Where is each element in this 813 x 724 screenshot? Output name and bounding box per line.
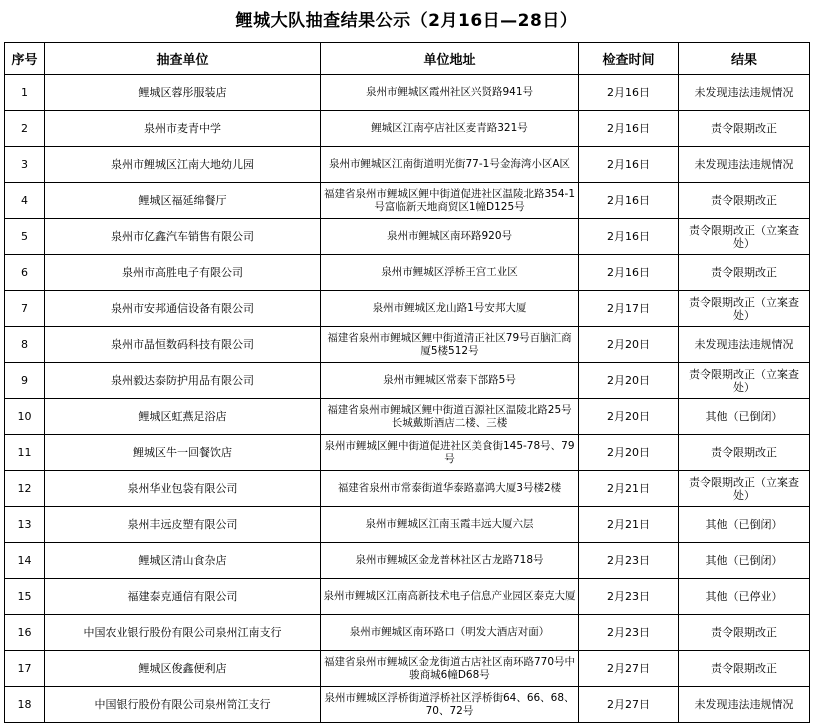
unit-name: 中国农业银行股份有限公司泉州江南支行 — [45, 615, 321, 651]
unit-name: 鲤城区清山食杂店 — [45, 543, 321, 579]
check-date: 2月23日 — [579, 543, 679, 579]
unit-address: 泉州市鲤城区金龙普林社区古龙路718号 — [321, 543, 579, 579]
table-row — [5, 111, 810, 147]
unit-address: 泉州市鲤城区江南高新技术电子信息产业园区泰克大厦 — [321, 579, 579, 615]
unit-name: 泉州市鲤城区江南大地幼儿园 — [45, 147, 321, 183]
row-number: 13 — [5, 507, 45, 543]
unit-address: 泉州市鲤城区常泰下部路5号 — [321, 363, 579, 399]
unit-name: 泉州华业包袋有限公司 — [45, 471, 321, 507]
check-result: 责令限期改正 — [679, 111, 810, 147]
check-date: 2月16日 — [579, 75, 679, 111]
table-row — [5, 327, 810, 363]
unit-address: 福建省泉州市鲤城区鲤中街道促进社区温陵北路354-1号富临新天地商贸区1幢D125号 — [321, 183, 579, 219]
unit-address: 泉州市鲤城区霞州社区兴贤路941号 — [321, 75, 579, 111]
sheet-title: 鲤城大队抽查结果公示（2月16日—28日） — [235, 11, 578, 31]
table-row — [5, 75, 810, 111]
row-number: 18 — [5, 687, 45, 723]
table-row — [5, 147, 810, 183]
table-row — [5, 579, 810, 615]
check-result: 其他（已倒闭） — [679, 507, 810, 543]
check-result: 责令限期改正（立案查处） — [679, 471, 810, 507]
row-number: 2 — [5, 111, 45, 147]
check-result: 未发现违法违规情况 — [679, 147, 810, 183]
unit-name: 中国银行股份有限公司泉州笥江支行 — [45, 687, 321, 723]
check-date: 2月27日 — [579, 687, 679, 723]
unit-name: 鲤城区牛一回餐饮店 — [45, 435, 321, 471]
check-date: 2月23日 — [579, 615, 679, 651]
unit-name: 泉州市麦青中学 — [45, 111, 321, 147]
unit-address: 泉州市鲤城区浮桥王宫工业区 — [321, 255, 579, 291]
unit-name: 泉州毅达泰防护用品有限公司 — [45, 363, 321, 399]
check-result: 责令限期改正 — [679, 615, 810, 651]
check-result: 其他（已倒闭） — [679, 399, 810, 435]
check-result: 其他（已停业） — [679, 579, 810, 615]
unit-address: 福建省泉州市鲤城区鲤中街道百源社区温陵北路25号长城戴斯酒店二楼、三楼 — [321, 399, 579, 435]
check-result: 责令限期改正 — [679, 651, 810, 687]
unit-name: 泉州市亿鑫汽车销售有限公司 — [45, 219, 321, 255]
row-number: 7 — [5, 291, 45, 327]
table-row — [5, 507, 810, 543]
unit-address: 泉州市鲤城区南环路口（明发大酒店对面） — [321, 615, 579, 651]
check-date: 2月16日 — [579, 183, 679, 219]
check-date: 2月16日 — [579, 111, 679, 147]
table-row — [5, 363, 810, 399]
table-row — [5, 255, 810, 291]
check-result: 未发现违法违规情况 — [679, 687, 810, 723]
header-row — [5, 43, 810, 75]
unit-name: 泉州丰远皮塑有限公司 — [45, 507, 321, 543]
row-number: 10 — [5, 399, 45, 435]
row-number: 11 — [5, 435, 45, 471]
row-number: 12 — [5, 471, 45, 507]
header-date: 检查时间 — [579, 43, 679, 75]
unit-address: 泉州市鲤城区江南玉霞丰远大厦六层 — [321, 507, 579, 543]
table-row — [5, 471, 810, 507]
check-date: 2月23日 — [579, 579, 679, 615]
check-date: 2月20日 — [579, 363, 679, 399]
row-number: 4 — [5, 183, 45, 219]
table-row — [5, 651, 810, 687]
row-number: 17 — [5, 651, 45, 687]
unit-name: 福建泰克通信有限公司 — [45, 579, 321, 615]
check-result: 责令限期改正 — [679, 435, 810, 471]
table-row — [5, 291, 810, 327]
check-date: 2月16日 — [579, 219, 679, 255]
table-row — [5, 687, 810, 723]
unit-address: 泉州市鲤城区浮桥街道浮桥社区浮桥街64、66、68、70、72号 — [321, 687, 579, 723]
row-number: 5 — [5, 219, 45, 255]
row-number: 6 — [5, 255, 45, 291]
header-address: 单位地址 — [321, 43, 579, 75]
unit-name: 鲤城区福延绵餐厅 — [45, 183, 321, 219]
check-date: 2月16日 — [579, 147, 679, 183]
unit-name: 鲤城区虹燕足浴店 — [45, 399, 321, 435]
unit-address: 福建省泉州市鲤城区金龙街道古店社区南环路770号中骏商城6幢D68号 — [321, 651, 579, 687]
unit-name: 泉州市高胜电子有限公司 — [45, 255, 321, 291]
table-row — [5, 399, 810, 435]
unit-address: 福建省泉州市常泰街道华泰路嘉鸿大厦3号楼2楼 — [321, 471, 579, 507]
row-number: 8 — [5, 327, 45, 363]
check-date: 2月21日 — [579, 507, 679, 543]
unit-name: 泉州市晶恒数码科技有限公司 — [45, 327, 321, 363]
check-result: 未发现违法违规情况 — [679, 75, 810, 111]
check-date: 2月20日 — [579, 327, 679, 363]
unit-address: 鲤城区江南亭店社区麦青路321号 — [321, 111, 579, 147]
check-result: 责令限期改正（立案查处） — [679, 363, 810, 399]
row-number: 16 — [5, 615, 45, 651]
table-row — [5, 219, 810, 255]
unit-address: 泉州市鲤城区龙山路1号安邦大厦 — [321, 291, 579, 327]
row-number: 15 — [5, 579, 45, 615]
unit-name: 泉州市安邦通信设备有限公司 — [45, 291, 321, 327]
check-result: 未发现违法违规情况 — [679, 327, 810, 363]
row-number: 1 — [5, 75, 45, 111]
header-result: 结果 — [679, 43, 810, 75]
row-number: 3 — [5, 147, 45, 183]
unit-address: 福建省泉州市鲤城区鲤中街道清正社区79号百脑汇商厦5楼512号 — [321, 327, 579, 363]
result-table — [4, 42, 810, 723]
unit-address: 泉州市鲤城区南环路920号 — [321, 219, 579, 255]
check-date: 2月17日 — [579, 291, 679, 327]
header-no: 序号 — [5, 43, 45, 75]
check-result: 责令限期改正（立案查处） — [679, 291, 810, 327]
row-number: 9 — [5, 363, 45, 399]
check-result: 责令限期改正 — [679, 255, 810, 291]
unit-name: 鲤城区蓉彤服装店 — [45, 75, 321, 111]
check-date: 2月16日 — [579, 255, 679, 291]
check-result: 责令限期改正（立案查处） — [679, 219, 810, 255]
header-unit: 抽查单位 — [45, 43, 321, 75]
table-row — [5, 435, 810, 471]
check-result: 责令限期改正 — [679, 183, 810, 219]
table-body — [5, 75, 810, 723]
check-date: 2月20日 — [579, 435, 679, 471]
table-row — [5, 543, 810, 579]
unit-address: 泉州市鲤城区江南街道明光街77-1号金海湾小区A区 — [321, 147, 579, 183]
table-row — [5, 615, 810, 651]
check-result: 其他（已倒闭） — [679, 543, 810, 579]
check-date: 2月21日 — [579, 471, 679, 507]
check-date: 2月20日 — [579, 399, 679, 435]
check-date: 2月27日 — [579, 651, 679, 687]
table-row — [5, 183, 810, 219]
row-number: 14 — [5, 543, 45, 579]
unit-name: 鲤城区俊鑫便利店 — [45, 651, 321, 687]
unit-address: 泉州市鲤城区鲤中街道促进社区美食街145-78号、79号 — [321, 435, 579, 471]
